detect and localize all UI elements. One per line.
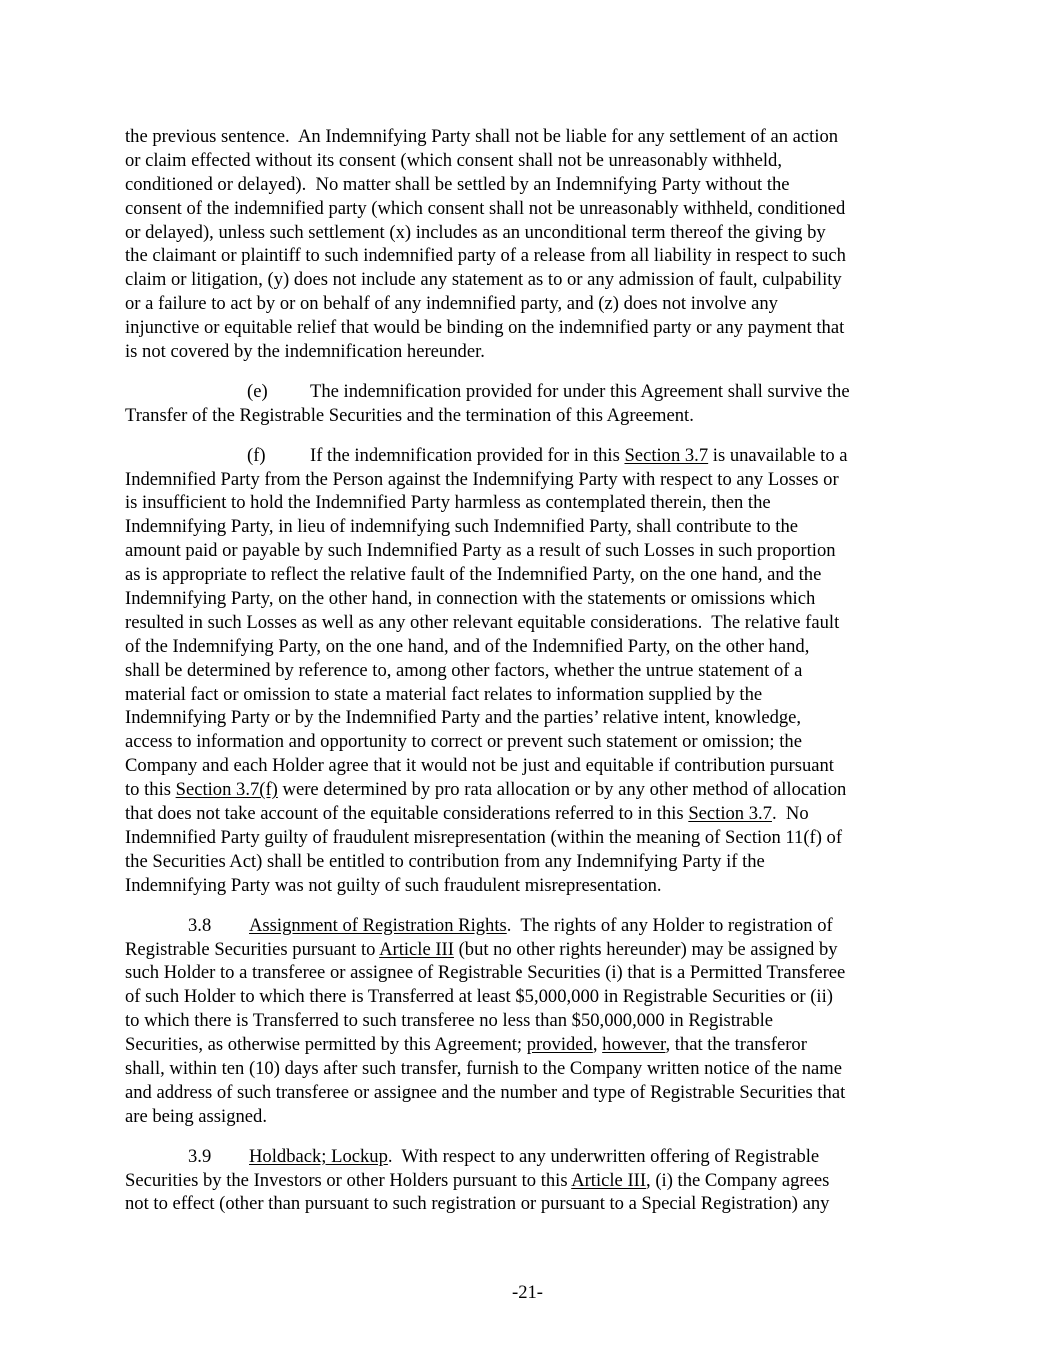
section-heading: Holdback; Lockup [249,1145,388,1167]
text-line: or claim effected without its consent (which consent shall not be unreasonably withheld, [125,149,782,171]
text-line: shall, within ten (10) days after such transfer, furnish to the Company written notice of the name [125,1057,842,1079]
text-line: are being assigned. [125,1105,267,1127]
text-run: , [592,1034,603,1056]
clause-e [125,380,940,428]
document-body [125,125,940,1216]
section-3-8 [125,914,940,1129]
text-line: Indemnified Party from the Person against the Indemnifying Party with respect to any Losses or [125,468,839,490]
section-3-7-reference: Section 3.7 [688,803,772,825]
section-3-7f-reference: Section 3.7(f) [175,779,278,801]
text-line [125,1033,940,1057]
text-run: Registrable Securities pursuant to [125,938,380,960]
section-3-8-first-line [125,914,940,938]
text-line: Transfer of the Registrable Securities and the termination of this Agreement. [125,404,694,426]
text-line [125,1169,940,1193]
section-heading: Assignment of Registration Rights [249,914,507,936]
text-run: . No [771,803,809,825]
text-run: , that the transferor [665,1034,807,1056]
text-line: Indemnified Party guilty of fraudulent misrepresentation (within the meaning of Section 11(f) of [125,826,843,848]
text-line: material fact or omission to state a material fact relates to information supplied by the [125,683,763,705]
clause-f-first-line [125,444,940,468]
text-line: consent of the indemnified party (which consent shall not be unreasonably withheld, conditioned [125,197,846,219]
section-3-9 [125,1145,940,1217]
paragraph-gap [125,428,940,444]
text-line: the previous sentence. An Indemnifying Party shall not be liable for any settlement of an action [125,126,839,147]
text-line [125,778,940,802]
section-number: 3.9 [188,1145,212,1167]
text-line [125,802,940,826]
text-run: is unavailable to a [708,444,848,466]
text-line: Indemnifying Party, in lieu of indemnifying such Indemnified Party, shall contribute to the [125,516,799,538]
clause-e-first-line [125,380,940,404]
text-line: conditioned or delayed). No matter shall be settled by an Indemnifying Party without the [125,173,790,195]
clause-e-text: The indemnification provided for under this Agreement shall survive the [310,380,850,402]
clause-f-label: (f) [247,444,266,466]
article-iii-reference: Article III [571,1169,647,1191]
page-number: -21- [512,1282,543,1303]
text-line: resulted in such Losses as well as any other relevant equitable considerations. The relative fault [125,611,840,633]
text-line: shall be determined by reference to, among other factors, whether the untrue statement of a [125,659,803,681]
text-line: Indemnifying Party or by the Indemnified Party and the parties’ relative intent, knowledge, [125,707,802,729]
section-3-9-first-line [125,1145,940,1169]
text-line: access to information and opportunity to correct or prevent such statement or omission; the [125,731,802,753]
text-line: injunctive or equitable relief that would be binding on the indemnified party or any payment that [125,317,845,339]
text-line: claim or litigation, (y) does not include any statement as to or any admission of fault, culpability [125,269,842,291]
text-line: is insufficient to hold the Indemnified Party harmless as contemplated therein, then the [125,492,771,514]
text-line: Indemnifying Party, on the other hand, in connection with the statements or omissions which [125,588,816,610]
section-number: 3.8 [188,914,212,936]
paragraph-gap [125,898,940,914]
text-line: or delayed), unless such settlement (x) includes as an unconditional term thereof the giving by [125,221,826,243]
text-line: the claimant or plaintiff to such indemnified party of a release from all liability in respect to such [125,245,846,267]
article-iii-reference: Article III [379,938,454,960]
text-run: to this [125,779,176,801]
text-line: Company and each Holder agree that it would not be just and equitable if contribution pursuant [125,755,834,777]
however-term: however [602,1034,666,1056]
text-line: to which there is Transferred to such transferee no less than $50,000,000 in Registrable [125,1010,774,1032]
text-line: amount paid or payable by such Indemnified Party as a result of such Losses in such proportion [125,540,836,562]
text-run: , (i) the Company agrees [646,1169,830,1191]
clause-f [125,444,940,898]
paragraph-gap [125,1129,940,1145]
text-run: Securities by the Investors or other Holders pursuant to this [125,1169,572,1191]
section-3-7-reference: Section 3.7 [624,444,709,466]
text-line: Indemnifying Party was not guilty of such fraudulent misrepresentation. [125,874,662,896]
provided-term: provided [526,1034,593,1056]
text-run: . With respect to any underwritten offering of Registrable [387,1145,820,1167]
text-line [125,938,940,962]
paragraph-gap [125,364,940,380]
text-line: not to effect (other than pursuant to such registration or pursuant to a Special Registration) any [125,1193,830,1215]
text-line: the Securities Act) shall be entitled to contribution from any Indemnifying Party if the [125,850,765,872]
text-line: such Holder to a transferee or assignee of Registrable Securities (i) that is a Permitted Transferee [125,962,846,984]
clause-e-label: (e) [247,380,268,402]
text-run: (but no other rights hereunder) may be assigned by [453,938,838,960]
text-line: of the Indemnifying Party, on the one hand, and of the Indemnified Party, on the other hand, [125,635,810,657]
text-run: that does not take account of the equitable considerations referred to in this [125,803,689,825]
paragraph-continuation [125,125,940,364]
text-line: as is appropriate to reflect the relative fault of the Indemnified Party, on the one hand, and the [125,564,822,586]
text-run: were determined by pro rata allocation or by any other method of allocation [277,779,847,801]
text-line: and address of such transferee or assignee and the number and type of Registrable Securities that [125,1081,846,1103]
text-line: or a failure to act by or on behalf of any indemnified party, and (z) does not involve any [125,293,778,315]
text-run: . The rights of any Holder to registration of [506,914,833,936]
text-line: of such Holder to which there is Transferred at least $5,000,000 in Registrable Securities or (ii) [125,986,833,1008]
text-run: If the indemnification provided for in this [310,444,625,466]
text-line: is not covered by the indemnification hereunder. [125,341,485,363]
text-run: Securities, as otherwise permitted by this Agreement; [125,1034,527,1056]
